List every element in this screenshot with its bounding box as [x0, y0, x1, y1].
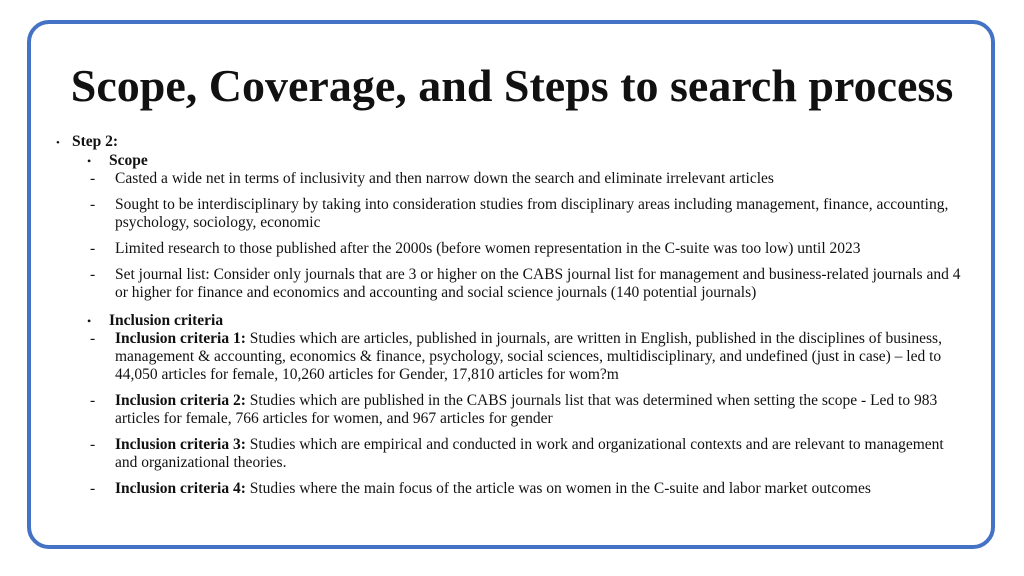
scope-item: [90, 170, 966, 188]
inclusion-item-text: Studies which are empirical and conducted in work and organizational contexts and are relevant to management and organizational theories.: [115, 436, 944, 471]
scope-heading-row: [87, 152, 966, 170]
scope-item-text: Limited research to those published after the 2000s (before women representation in the C-suite was too low) until 2023: [115, 240, 861, 257]
scope-item: [90, 196, 966, 232]
scope-section: [56, 152, 966, 302]
inclusion-item-body: [115, 330, 966, 384]
inclusion-item-text: Studies which are articles, published in journals, are written in English, published in the disciplines of business, management & accounting, economics & finance, psychology, social sciences, multidisciplinary, and undefined (just in case) – led to 44,050 articles for female, 10,260 articles for Gender, 17,810 articles for wom?m: [115, 330, 942, 383]
inclusion-item-body: [115, 480, 966, 498]
scope-item-text: Casted a wide net in terms of inclusivity and then narrow down the search and eliminate irrelevant articles: [115, 170, 774, 187]
dash-marker: -: [90, 436, 96, 453]
slide-body: [56, 133, 966, 506]
inclusion-heading: Inclusion criteria: [109, 312, 224, 329]
scope-item: [90, 266, 966, 302]
slide-title: Scope, Coverage, and Steps to search process: [70, 60, 954, 111]
inclusion-item-label: Inclusion criteria 4:: [115, 480, 246, 497]
inclusion-item-label: Inclusion criteria 3:: [115, 436, 246, 453]
inclusion-item-text: Studies where the main focus of the article was on women in the C-suite and labor market outcomes: [245, 480, 871, 497]
scope-item-text: Set journal list: Consider only journals that are 3 or higher on the CABS journal list for management and business-related journals and 4 or higher for finance and economics and accounting and social science journals (140 potential journals): [115, 266, 961, 301]
dash-marker: -: [90, 480, 96, 497]
dash-marker: -: [90, 240, 96, 257]
inclusion-item-text: Studies which are published in the CABS journals list that was determined when setting the scope - Led to 983 articles for female, 766 articles for women, and 967 articles for gender: [115, 392, 938, 427]
dash-marker: -: [90, 170, 96, 187]
bullet-icon: •: [56, 137, 60, 149]
inclusion-item-label: Inclusion criteria 1:: [115, 330, 246, 347]
scope-item: [90, 240, 966, 258]
inclusion-item: [90, 330, 966, 384]
scope-heading: Scope: [109, 152, 148, 169]
dash-marker: -: [90, 392, 96, 409]
dash-marker: -: [90, 330, 96, 347]
inclusion-list: [56, 330, 966, 498]
inclusion-item: [90, 392, 966, 428]
inclusion-item: [90, 480, 966, 498]
inclusion-item-body: [115, 392, 966, 428]
inclusion-section: [56, 312, 966, 498]
inclusion-item-label: Inclusion criteria 2:: [115, 392, 246, 409]
step-2-label: Step 2:: [72, 133, 119, 150]
dash-marker: -: [90, 196, 96, 213]
bullet-icon: •: [87, 314, 92, 328]
inclusion-item-body: [115, 436, 966, 472]
inclusion-item: [90, 436, 966, 472]
bullet-icon: •: [87, 154, 92, 168]
dash-marker: -: [90, 266, 96, 283]
inclusion-heading-row: [87, 312, 966, 330]
step-2-item: [56, 133, 966, 152]
scope-list: [56, 170, 966, 302]
scope-item-text: Sought to be interdisciplinary by taking into consideration studies from disciplinary areas including management, finance, accounting, psychology, sociology, economic: [115, 196, 949, 231]
